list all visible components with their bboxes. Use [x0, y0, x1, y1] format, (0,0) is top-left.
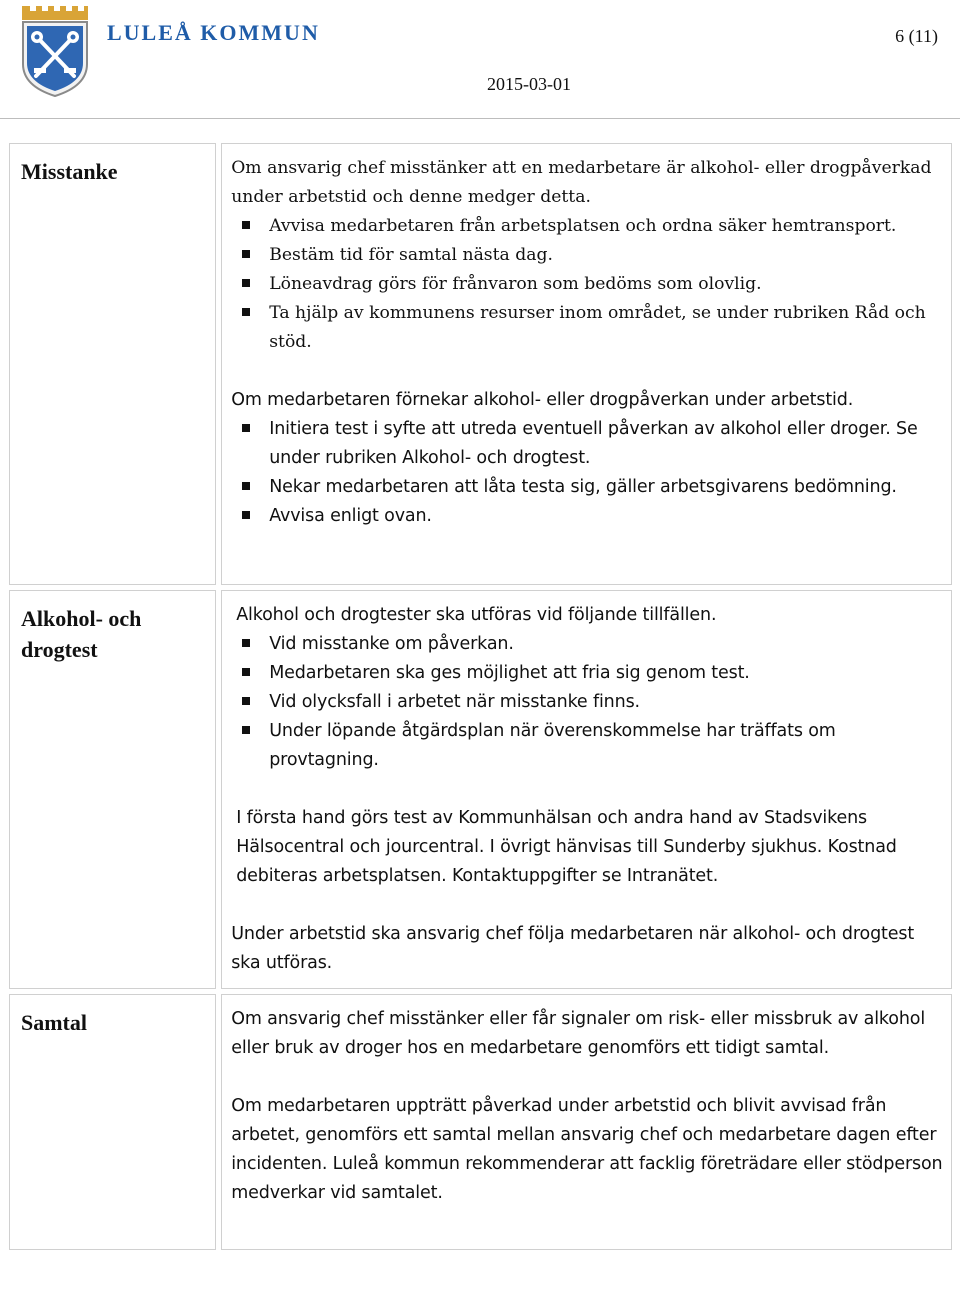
square-bullet-icon: [242, 279, 250, 287]
list-item-text: Vid misstanke om påverkan.: [269, 634, 514, 654]
row-content-cell: [221, 590, 952, 989]
crossed-keys-crest-icon: [20, 2, 90, 98]
paragraph: I första hand görs test av Kommunhälsan och andra hand av Stadsvikens Hälsocentral och jourcentral. I övrigt hänvisas till Sunderby sjukhus. Kostnad debiteras arbetsplatsen. Kontaktuppgifter se Intranätet.: [236, 808, 897, 886]
square-bullet-icon: [242, 424, 250, 432]
section-label: Alkohol- och drogtest: [21, 606, 142, 662]
list-item-text: Avvisa medarbetaren från arbetsplatsen och ordna säker hemtransport.: [269, 216, 897, 236]
paragraph: Om ansvarig chef misstänker att en medarbetare är alkohol- eller drogpåverkad under arbetstid och denne medger detta.: [231, 158, 932, 207]
section-label: Misstanke: [21, 159, 118, 184]
bullet-list: [231, 415, 943, 531]
table-row: [9, 994, 952, 1250]
section-label: Samtal: [21, 1010, 87, 1035]
square-bullet-icon: [242, 250, 250, 258]
list-item-text: Bestäm tid för samtal nästa dag.: [269, 245, 553, 265]
paragraph: Om ansvarig chef misstänker eller får signaler om risk- eller missbruk av alkohol eller bruk av droger hos en medarbetare genomförs ett tidigt samtal.: [231, 1009, 926, 1058]
row-label-cell: [9, 590, 216, 989]
list-item-text: Avvisa enligt ovan.: [269, 506, 432, 526]
list-item: [231, 659, 943, 688]
paragraph: Under arbetstid ska ansvarig chef följa medarbetaren när alkohol- och drogtest ska utföras.: [231, 924, 915, 973]
list-item: [231, 717, 943, 775]
list-item: [231, 473, 943, 502]
row-content-cell: [221, 994, 952, 1250]
policy-table: [4, 138, 957, 1255]
square-bullet-icon: [242, 511, 250, 519]
row-content-cell: [221, 143, 952, 585]
square-bullet-icon: [242, 308, 250, 316]
document-date: 2015-03-01: [487, 74, 571, 94]
page-header: [0, 0, 960, 120]
list-item: [231, 688, 943, 717]
list-item: [231, 270, 943, 299]
header-divider: [0, 118, 960, 119]
list-item-text: Ta hjälp av kommunens resurser inom området, se under rubriken Råd och stöd.: [269, 303, 926, 352]
list-item-text: Under löpande åtgärdsplan när överenskommelse har träffats om provtagning.: [269, 721, 836, 770]
bullet-list: [231, 630, 943, 775]
paragraph: Om medarbetaren uppträtt påverkad under arbetstid och blivit avvisad från arbetet, genomförs ett samtal mellan ansvarig chef och medarbetare dagen efter incidenten. Luleå kommun rekommenderar att facklig företrädare eller stödperson medverkar vid samtalet.: [231, 1096, 943, 1203]
bullet-list: [231, 212, 943, 357]
list-item: [231, 415, 943, 473]
row-label-cell: [9, 143, 216, 585]
paragraph: Alkohol och drogtester ska utföras vid följande tillfällen.: [236, 605, 717, 625]
paragraph: Om medarbetaren förnekar alkohol- eller drogpåverkan under arbetstid.: [231, 390, 854, 410]
list-item: [231, 241, 943, 270]
list-item: [231, 212, 943, 241]
list-item-text: Löneavdrag görs för frånvaron som bedöms som olovlig.: [269, 274, 762, 294]
table-row: [9, 143, 952, 585]
table-row: [9, 590, 952, 989]
list-item-text: Medarbetaren ska ges möjlighet att fria sig genom test.: [269, 663, 750, 683]
list-item: [231, 502, 943, 531]
list-item-text: Initiera test i syfte att utreda eventuell påverkan av alkohol eller droger. Se under rubriken Alkohol- och drogtest.: [269, 419, 918, 468]
list-item: [231, 299, 943, 357]
square-bullet-icon: [242, 726, 250, 734]
row-label-cell: [9, 994, 216, 1250]
square-bullet-icon: [242, 482, 250, 490]
square-bullet-icon: [242, 221, 250, 229]
list-item-text: Nekar medarbetaren att låta testa sig, gäller arbetsgivarens bedömning.: [269, 477, 897, 497]
list-item-text: Vid olycksfall i arbetet när misstanke finns.: [269, 692, 640, 712]
square-bullet-icon: [242, 697, 250, 705]
square-bullet-icon: [242, 639, 250, 647]
page-number: 6 (11): [895, 26, 938, 46]
organization-name: LULEÅ KOMMUN: [107, 20, 320, 45]
list-item: [231, 630, 943, 659]
square-bullet-icon: [242, 668, 250, 676]
